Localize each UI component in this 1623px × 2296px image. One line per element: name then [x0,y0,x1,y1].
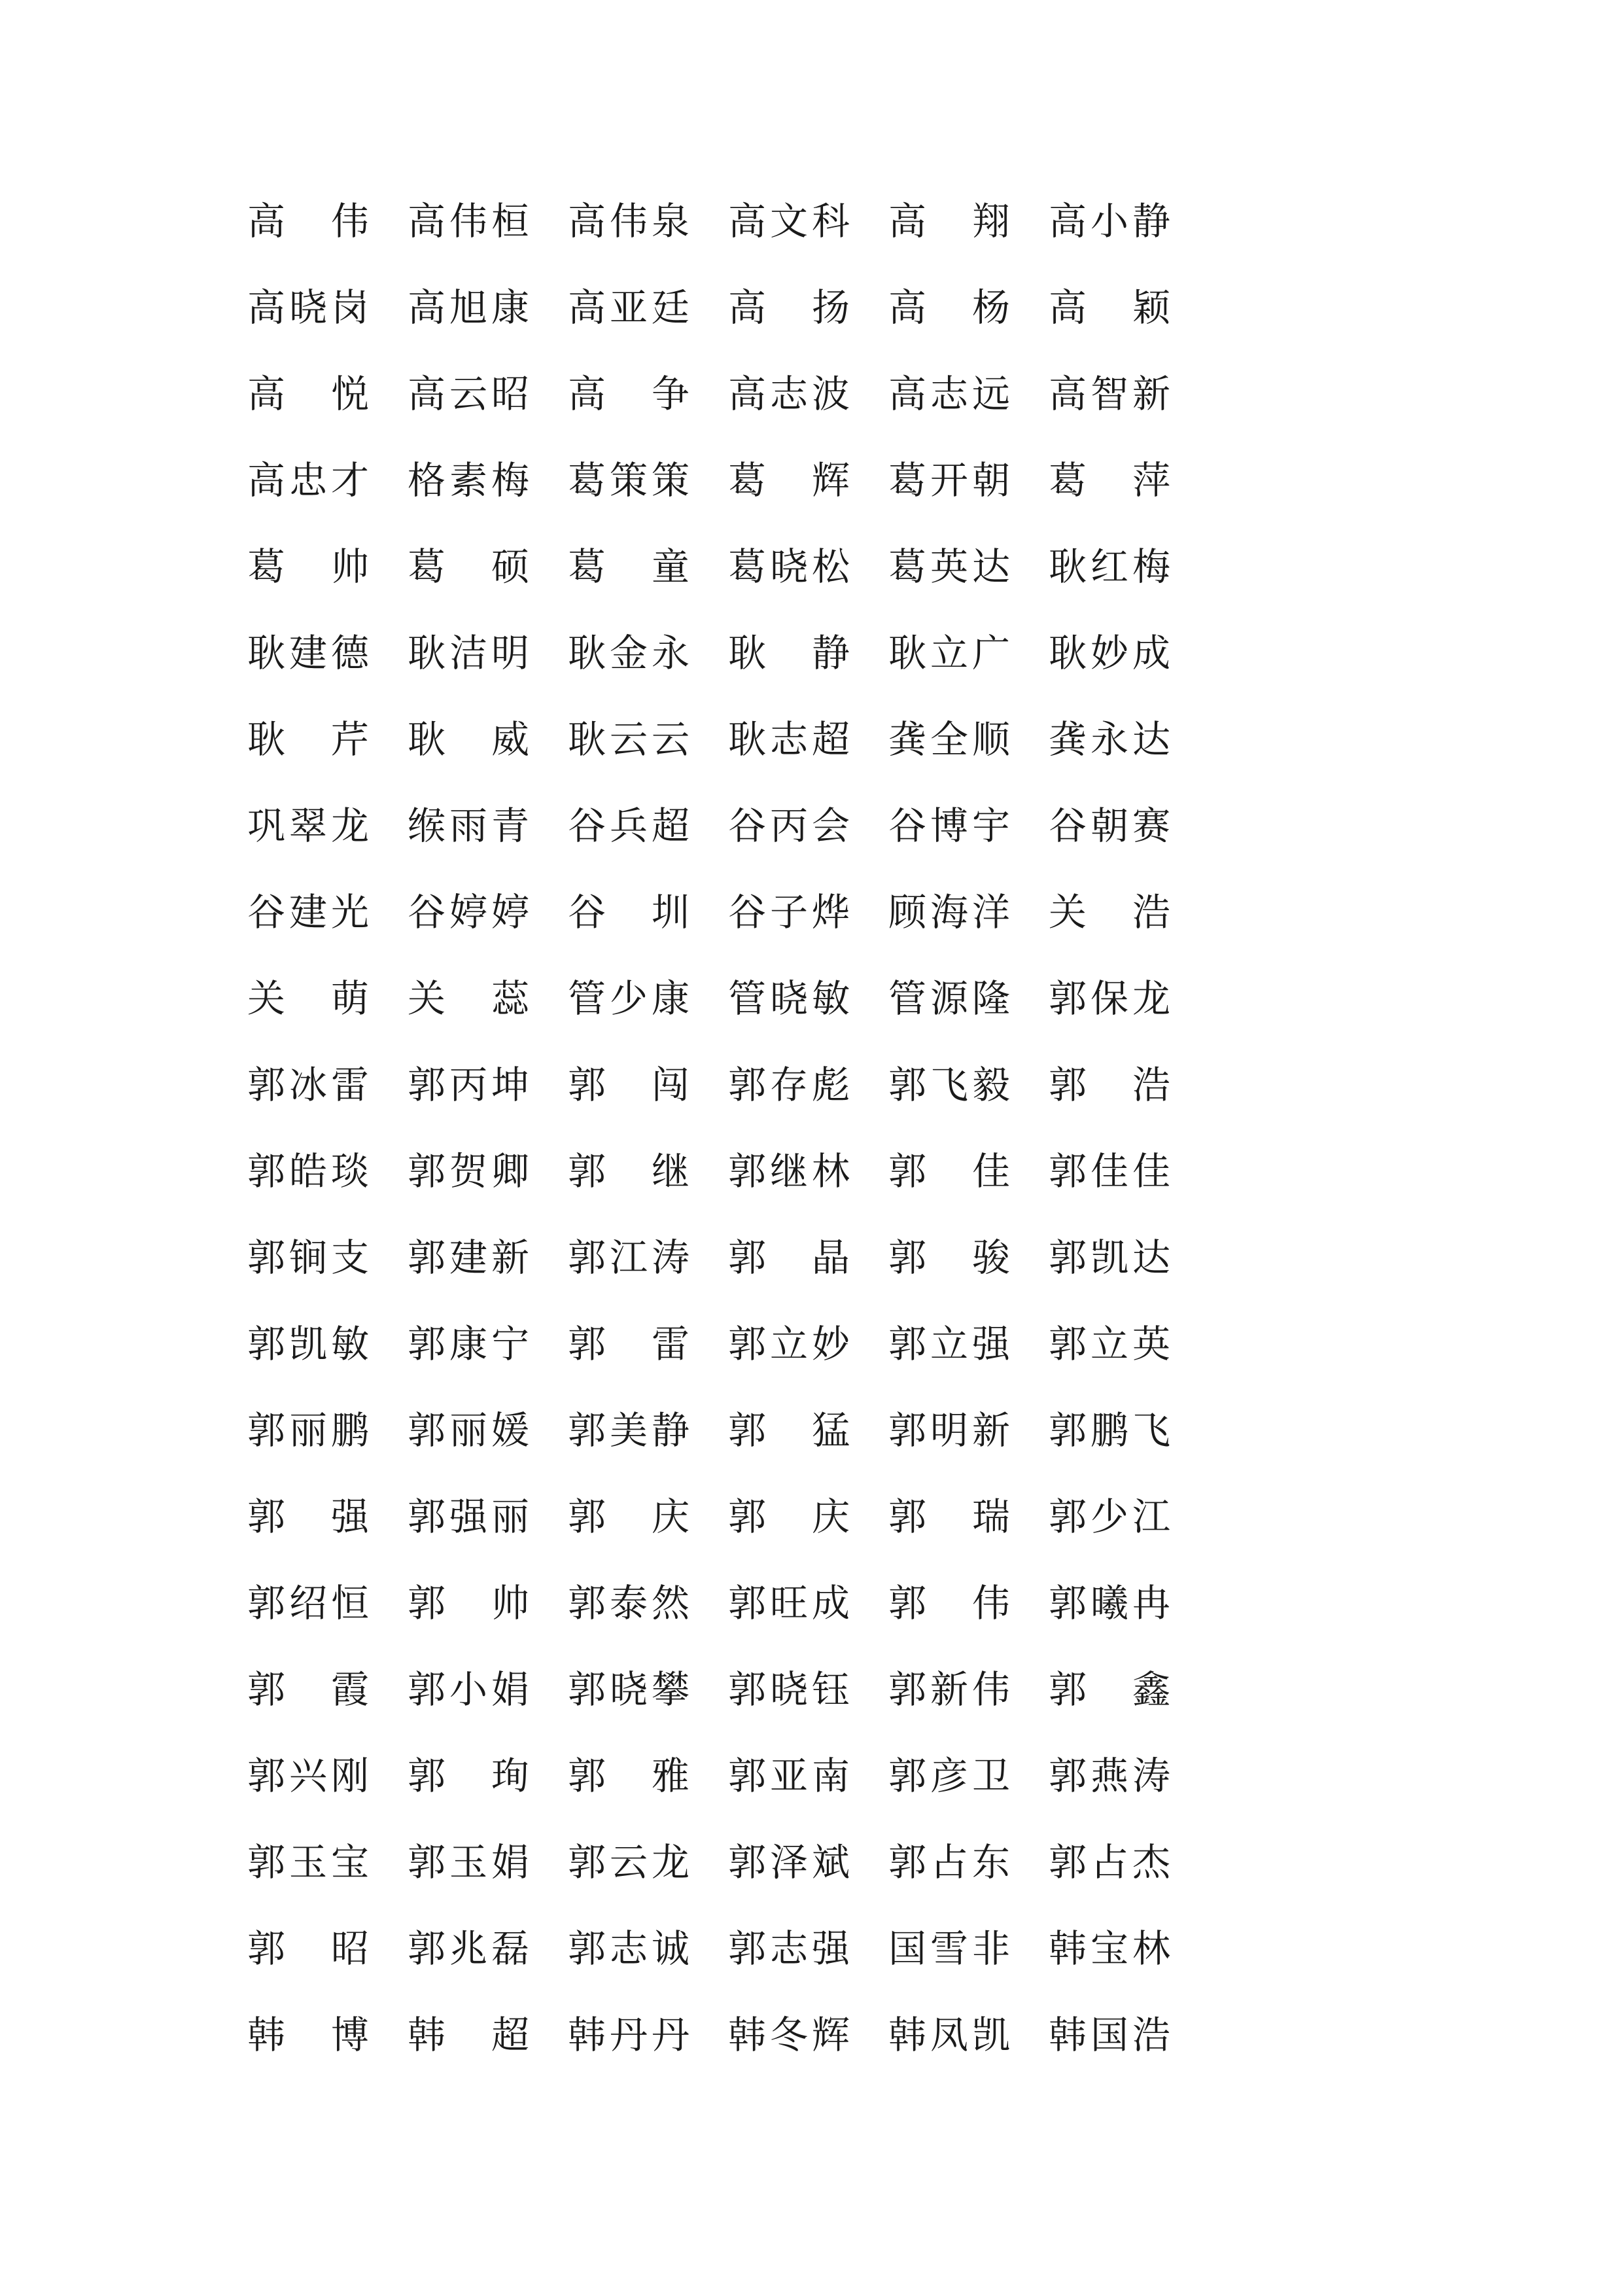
name-cell: 郭志诚 [568,1928,694,1970]
name-cell: 耿 威 [408,718,534,761]
name-row [247,1647,1174,1733]
name-cell: 郭继林 [728,1150,854,1193]
name-cell: 郭少江 [1049,1496,1175,1538]
name-cell: 郭贺卿 [408,1150,534,1193]
name-cell: 高云昭 [408,373,534,415]
name-cell: 顾海洋 [888,891,1015,934]
name-cell: 耿 静 [728,632,854,675]
name-cell: 郭 继 [568,1150,694,1193]
name-row [247,1474,1174,1561]
name-cell: 葛策策 [568,459,694,502]
name-cell: 葛英达 [888,546,1015,588]
name-cell: 郭存彪 [728,1064,854,1106]
name-cell: 郭 瑞 [888,1496,1015,1538]
name-cell: 郭凯达 [1049,1237,1175,1279]
name-row [247,610,1174,697]
name-cell: 耿 芹 [247,718,374,761]
name-cell: 高旭康 [408,287,534,329]
name-cell: 国雪非 [888,1928,1015,1970]
name-row [247,1301,1174,1388]
name-cell: 郭绍恒 [247,1582,374,1625]
name-cell: 耿志超 [728,718,854,761]
name-cell: 高小静 [1049,200,1175,243]
name-cell: 葛 帅 [247,546,374,588]
name-cell: 耿建德 [247,632,374,675]
name-cell: 郭 帅 [408,1582,534,1625]
name-cell: 韩凤凯 [888,2014,1015,2057]
name-cell: 郭立妙 [728,1323,854,1366]
name-cell: 龚永达 [1049,718,1175,761]
name-cell: 郭占东 [888,1841,1015,1884]
name-cell: 郭 雅 [568,1755,694,1797]
name-cell: 郭美静 [568,1409,694,1452]
name-cell: 郭云龙 [568,1841,694,1884]
name-cell: 韩 超 [408,2014,534,2057]
name-cell: 葛晓松 [728,546,854,588]
name-cell: 郭玉娟 [408,1841,534,1884]
name-cell: 高志波 [728,373,854,415]
name-row [247,524,1174,610]
name-cell: 高伟桓 [408,200,534,243]
name-row [247,1042,1174,1129]
name-cell: 郭康宁 [408,1323,534,1366]
name-cell: 葛 萍 [1049,459,1175,502]
name-cell: 郭小娟 [408,1669,534,1711]
name-cell: 郭兆磊 [408,1928,534,1970]
name-row [247,697,1174,783]
name-cell: 谷朝赛 [1049,805,1175,847]
name-cell: 韩冬辉 [728,2014,854,2057]
name-row [247,870,1174,956]
name-cell: 耿妙成 [1049,632,1175,675]
name-row [247,1992,1174,2079]
name-cell: 葛 童 [568,546,694,588]
name-cell: 耿红梅 [1049,546,1175,588]
name-cell: 郭燕涛 [1049,1755,1175,1797]
name-cell: 郭佳佳 [1049,1150,1175,1193]
name-cell: 高志远 [888,373,1015,415]
name-cell: 葛 硕 [408,546,534,588]
name-row [247,783,1174,870]
name-cell: 郭立英 [1049,1323,1175,1366]
name-cell: 郭 昭 [247,1928,374,1970]
name-cell: 关 蕊 [408,978,534,1020]
name-cell: 郭丽媛 [408,1409,534,1452]
name-row [247,1129,1174,1215]
name-row [247,1388,1174,1474]
name-cell: 谷建光 [247,891,374,934]
name-cell: 郭晓钰 [728,1669,854,1711]
name-cell: 郭江涛 [568,1237,694,1279]
name-cell: 管少康 [568,978,694,1020]
name-cell: 高 杨 [888,287,1015,329]
name-cell: 韩国浩 [1049,2014,1175,2057]
name-cell: 管晓敏 [728,978,854,1020]
name-cell: 郭 骏 [888,1237,1015,1279]
name-cell: 郭皓琰 [247,1150,374,1193]
name-cell: 郭鹏飞 [1049,1409,1175,1452]
name-cell: 谷丙会 [728,805,854,847]
name-cell: 葛 辉 [728,459,854,502]
name-cell: 高 争 [568,373,694,415]
name-cell: 耿洁明 [408,632,534,675]
name-cell: 耿金永 [568,632,694,675]
name-cell: 韩丹丹 [568,2014,694,2057]
name-row [247,179,1174,265]
name-cell: 高 伟 [247,200,374,243]
name-cell: 巩翠龙 [247,805,374,847]
name-cell: 高文科 [728,200,854,243]
name-cell: 龚全顺 [888,718,1015,761]
name-cell: 郭亚南 [728,1755,854,1797]
name-cell: 郭旺成 [728,1582,854,1625]
name-row [247,1906,1174,1992]
name-cell: 郭建新 [408,1237,534,1279]
name-cell: 高忠才 [247,459,374,502]
name-cell: 郭晓攀 [568,1669,694,1711]
name-row [247,1561,1174,1647]
name-cell: 郭泽斌 [728,1841,854,1884]
name-cell: 格素梅 [408,459,534,502]
name-row [247,956,1174,1042]
name-cell: 缑雨青 [408,805,534,847]
name-cell: 郭 庆 [728,1496,854,1538]
name-cell: 郭玉宝 [247,1841,374,1884]
name-cell: 郭保龙 [1049,978,1175,1020]
name-cell: 郭 佳 [888,1150,1015,1193]
name-cell: 郭飞毅 [888,1064,1015,1106]
name-grid [247,179,1174,2079]
name-row [247,351,1174,438]
name-row [247,1215,1174,1301]
name-cell: 谷婷婷 [408,891,534,934]
name-cell: 高 悦 [247,373,374,415]
name-cell: 高 颖 [1049,287,1175,329]
name-cell: 郭新伟 [888,1669,1015,1711]
name-cell: 郭 鑫 [1049,1669,1175,1711]
name-cell: 谷兵超 [568,805,694,847]
name-cell: 郭志强 [728,1928,854,1970]
name-cell: 郭 珣 [408,1755,534,1797]
name-cell: 谷博宇 [888,805,1015,847]
name-cell: 郭 雷 [568,1323,694,1366]
name-cell: 郭 庆 [568,1496,694,1538]
name-cell: 关 浩 [1049,891,1175,934]
name-cell: 郭曦冉 [1049,1582,1175,1625]
name-row [247,1733,1174,1820]
name-cell: 关 萌 [247,978,374,1020]
name-cell: 郭兴刚 [247,1755,374,1797]
name-cell: 郭锏支 [247,1237,374,1279]
name-cell: 郭 闯 [568,1064,694,1106]
name-cell: 郭明新 [888,1409,1015,1452]
name-cell: 郭凯敏 [247,1323,374,1366]
name-cell: 郭 强 [247,1496,374,1538]
name-cell: 郭 猛 [728,1409,854,1452]
name-cell: 耿云云 [568,718,694,761]
name-cell: 郭 伟 [888,1582,1015,1625]
name-cell: 郭丽鹏 [247,1409,374,1452]
name-cell: 谷 圳 [568,891,694,934]
name-cell: 郭丙坤 [408,1064,534,1106]
name-cell: 郭 晶 [728,1237,854,1279]
name-cell: 耿立广 [888,632,1015,675]
name-cell: 谷子烨 [728,891,854,934]
name-cell: 郭 浩 [1049,1064,1175,1106]
name-cell: 高 扬 [728,287,854,329]
name-cell: 高 翔 [888,200,1015,243]
name-cell: 高亚廷 [568,287,694,329]
name-cell: 郭泰然 [568,1582,694,1625]
name-row [247,1820,1174,1906]
name-cell: 管源隆 [888,978,1015,1020]
name-cell: 郭彦卫 [888,1755,1015,1797]
name-cell: 韩 博 [247,2014,374,2057]
name-row [247,438,1174,524]
name-cell: 郭冰雷 [247,1064,374,1106]
name-cell: 郭 霞 [247,1669,374,1711]
name-cell: 郭占杰 [1049,1841,1175,1884]
name-cell: 郭强丽 [408,1496,534,1538]
name-row [247,265,1174,351]
name-cell: 高晓岗 [247,287,374,329]
name-cell: 高伟泉 [568,200,694,243]
name-cell: 高智新 [1049,373,1175,415]
name-cell: 葛开朝 [888,459,1015,502]
name-cell: 郭立强 [888,1323,1015,1366]
name-cell: 韩宝林 [1049,1928,1175,1970]
